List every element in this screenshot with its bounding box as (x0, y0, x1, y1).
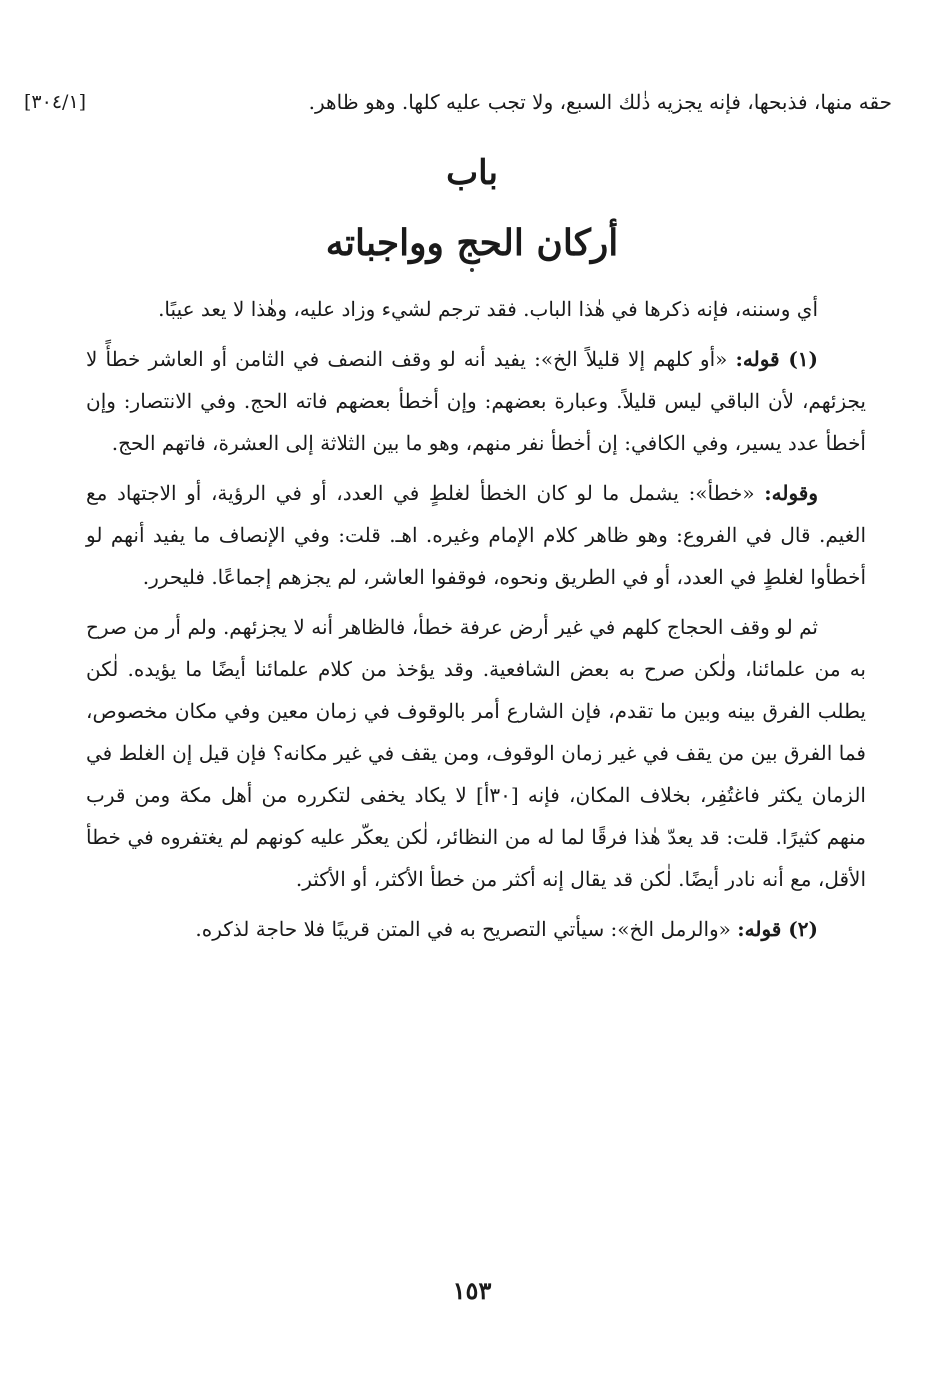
continuation-text: حقه منها، فذبحها، فإنه يجزيه ذٰلك السبع، ولا تجب عليه كلها. وهو ظاهر. (308, 90, 892, 114)
paragraph-text: «أو كلهم إلا قليلاً الخ»: يفيد أنه لو وقف النصف في الثامن أو العاشر خطأً لا يجزئهم، لأن الباقي ليس قليلاً. وعبارة بعضهم: وإن أخطأ بعضهم فاته الحج. وفي الانتصار: وإن أخطأ عدد يسير، وفي الكافي: إن أخطأ نفر منهم، وهو ما بين الثلاثة إلى العشرة، فاتهم الحج. (86, 347, 867, 455)
paragraph-text: «والرمل الخ»: سيأتي التصريح به في المتن قريبًا فلا حاجة لذكره. (195, 917, 738, 941)
page-number: ١٥٣ (452, 1276, 492, 1305)
title-dot (470, 268, 474, 272)
footnote-2 (86, 908, 866, 950)
section-label: باب (446, 153, 498, 193)
footnote-lead: (٢) قوله: (737, 917, 818, 941)
paragraph-khata (86, 472, 866, 598)
continuation-line (24, 86, 892, 118)
paragraph-lead: وقوله: (764, 481, 818, 505)
paragraph-text: أي وسننه، فإنه ذكرها في هٰذا الباب. فقد ترجم لشيء وزاد عليه، وهٰذا لا يعد عيبًا. (158, 297, 818, 321)
footnote-lead: (١) قوله: (735, 347, 819, 371)
paragraph-text: ثم لو وقف الحجاج كلهم في غير أرض عرفة خطأ، فالظاهر أنه لا يجزئهم. ولم أر من صرح به من علمائنا، ولٰكن صرح به بعض الشافعية. وقد يؤخذ من كلام علمائنا أيضًا ما يؤيده. لٰكن يطلب الفرق بينه وبين ما تقدم، فإن الشارع أمر بالوقوف في زمان معين وفي مكان مخصوص، فما الفرق بين من يقف في غير زمان الوقوف، ومن يقف في غير مكانه؟ فإن قيل إن الغلط في الزمان يكثر فاغتُفِر، بخلاف المكان، فإنه [٣٠أ] لا يكاد يخفى لتكرره من أهل مكة ومن قرب منهم كثيرًا. قلت: قد يعدّ هٰذا فرقًا لما له من النظائر، لٰكن يعكّر عليه كونهم لم يغتفروه في خطأ الأقل، مع أنه نادر أيضًا. لٰكن قد يقال إنه أكثر من خطأ الأكثر، أو الأكثر. (86, 615, 866, 891)
paragraph-discussion (86, 606, 866, 900)
paragraph-text: «خطأ»: يشمل ما لو كان الخطأ لغلطٍ في العدد، أو في الرؤية، أو الاجتهاد مع الغيم. قال في الفروع: وهو ظاهر كلام الإمام وغيره. اهـ. قلت: وفي الإنصاف ما يفيد أنهم لو أخطأوا لغلطٍ في العدد، أو في الطريق ونحوه، فوقفوا العاشر، لم يجزهم إجماعًا. فليحرر. (86, 481, 866, 589)
chapter-title: أركان الحج وواجباته (325, 222, 619, 264)
page-body (86, 288, 866, 958)
paragraph-intro (86, 288, 866, 330)
manuscript-reference: [٣٠٤/١] (24, 91, 87, 113)
footnote-1 (86, 338, 866, 464)
